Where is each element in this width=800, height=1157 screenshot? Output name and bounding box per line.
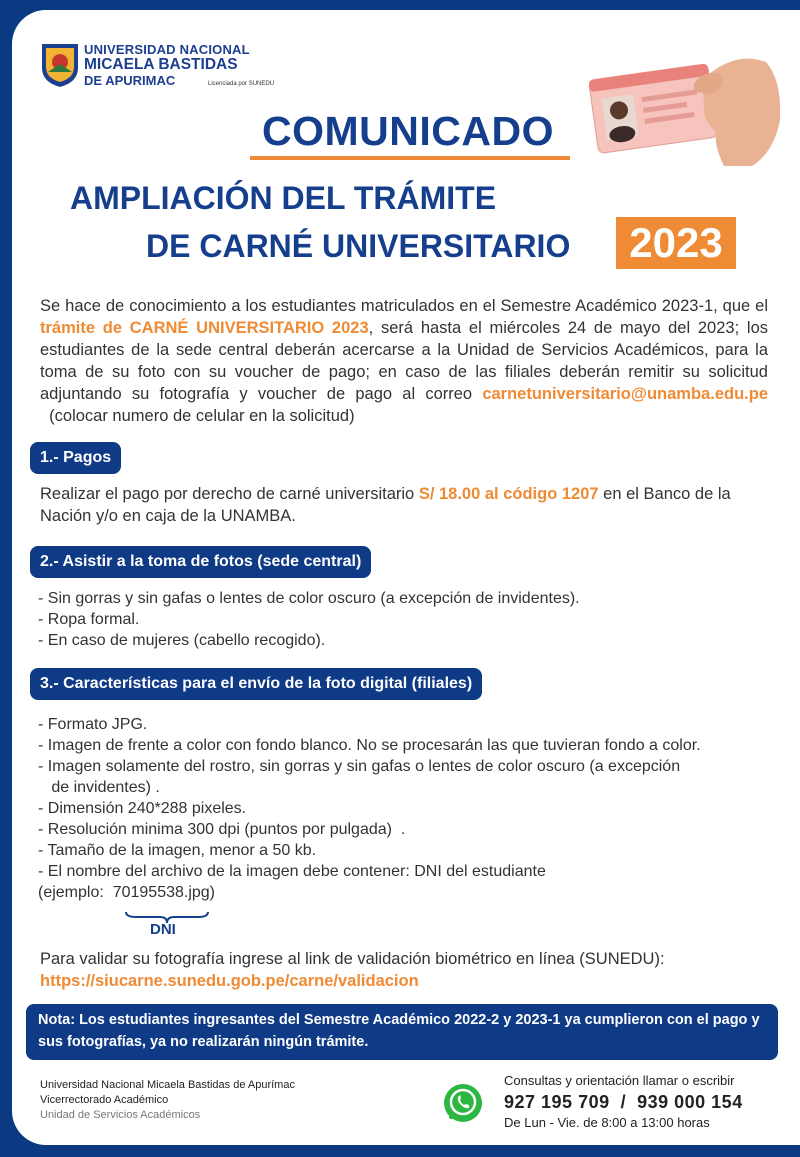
section1-heading: 1.- Pagos (30, 442, 121, 474)
id-card-hand-image (584, 40, 784, 170)
university-logo (40, 42, 275, 98)
list-item: - Formato JPG. (38, 716, 148, 733)
intro-text-3: (colocar numero de celular en la solicitud) (40, 407, 355, 425)
office-hours: De Lun - Vie. de 8:00 a 13:00 horas (504, 1115, 710, 1130)
heading-underline (250, 156, 570, 160)
email-link[interactable]: carnetuniversitario@unamba.edu.pe (482, 385, 768, 403)
list-item: - Tamaño de la imagen, menor a 50 kb. (38, 842, 317, 859)
intro-text-1: Se hace de conocimiento a los estudiantes matriculados en el Semestre Académico 2023-1, que el (40, 297, 768, 315)
list-item: - Dimensión 240*288 pixeles. (38, 800, 247, 817)
section1-text-1: Realizar el pago por derecho de carné universitario (40, 485, 419, 503)
title-line2: DE CARNÉ UNIVERSITARIO (146, 228, 571, 264)
licensed-label: Licenciada por SUNEDU (208, 81, 275, 87)
title-line1: AMPLIACIÓN DEL TRÁMITE (70, 180, 497, 216)
announcement-card (12, 10, 800, 1145)
section1-paragraph (40, 483, 760, 527)
footer-line3: Unidad de Servicios Académicos (40, 1109, 201, 1121)
section2-heading: 2.- Asistir a la toma de fotos (sede central) (30, 546, 371, 578)
intro-paragraph (40, 295, 768, 427)
validation-link[interactable]: https://siucarne.sunedu.gob.pe/carne/validacion (40, 972, 419, 990)
university-name-line2: MICAELA BASTIDAS (84, 56, 238, 73)
whatsapp-icon[interactable] (442, 1082, 484, 1124)
list-item: (ejemplo: 70195538.jpg) (38, 884, 216, 901)
list-item: - Imagen de frente a color con fondo blanco. No se procesarán las que tuvieran fondo a color. (38, 737, 701, 754)
footer-line1: Universidad Nacional Micaela Bastidas de Apurímac (40, 1079, 295, 1091)
section1-highlight: S/ 18.00 al código 1207 (418, 485, 599, 503)
list-item: - Sin gorras y sin gafas o lentes de color oscuro (a excepción de invidentes). (38, 590, 580, 607)
section3-heading: 3.- Características para el envío de la foto digital (filiales) (30, 668, 482, 700)
list-item: - Imagen solamente del rostro, sin gorras y sin gafas o lentes de color oscuro (a excepción (38, 758, 681, 775)
dni-label: DNI (150, 921, 176, 938)
footer-line2: Vicerrectorado Académico (40, 1094, 169, 1106)
intro-text-2: , será hasta el miércoles 24 de mayo del 2023; los estudiantes de la sede central deberán acercarse a la Unidad de Servicios Académicos, para la toma de su foto con su voucher de pago; en caso de las filiales deberán remitir su solicitud adjuntando su fotografía y voucher de pago al correo (40, 319, 768, 403)
footer-contact (504, 1072, 743, 1132)
year-badge: 2023 (616, 217, 736, 269)
list-item: - En caso de mujeres (cabello recogido). (38, 632, 326, 649)
validation-block (40, 948, 665, 992)
list-item: - Ropa formal. (38, 611, 140, 628)
section1-text-2: en el Banco de la Nación y/o en caja de la UNAMBA. (40, 485, 731, 525)
footer-institution (40, 1078, 295, 1123)
university-shield-icon (40, 42, 80, 88)
comunicado-heading: COMUNICADO (262, 108, 554, 154)
list-item: - Resolución minima 300 dpi (puntos por pulgada) . (38, 821, 406, 838)
validation-text: Para validar su fotografía ingrese al link de validación biométrico en línea (SUNEDU): (40, 950, 665, 968)
section3-list (38, 714, 701, 903)
university-name-line1: UNIVERSIDAD NACIONAL (84, 42, 250, 57)
note-box: Nota: Los estudiantes ingresantes del Semestre Académico 2022-2 y 2023-1 ya cumplieron con el pago y sus fotografías, ya no realizarán ningún trámite. (26, 1004, 778, 1060)
list-item: de invidentes) . (38, 779, 160, 796)
section2-list (38, 588, 580, 651)
list-item: - El nombre del archivo de la imagen debe contener: DNI del estudiante (38, 863, 546, 880)
intro-highlight: trámite de CARNÉ UNIVERSITARIO 2023 (40, 319, 369, 337)
contact-label: Consultas y orientación llamar o escribir (504, 1073, 735, 1088)
university-name-line3: DE APURIMAC (84, 73, 176, 88)
phone-numbers[interactable]: 927 195 709 / 939 000 154 (504, 1092, 743, 1112)
